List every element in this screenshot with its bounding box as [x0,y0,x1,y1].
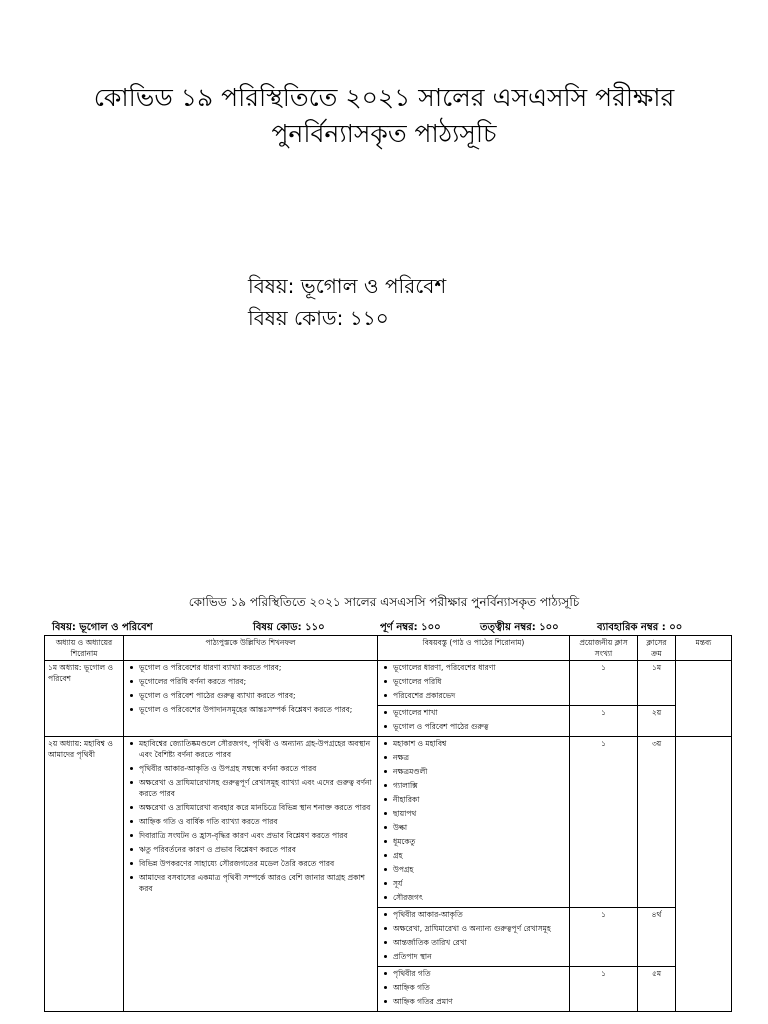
list-item: উপগ্রহ [393,864,566,875]
list-item: গ্যালাক্সি [393,780,566,791]
list-item: আহ্নিক গতির প্রমাণ [393,996,566,1007]
classes-cell: ১ [570,706,638,737]
list-item: সূর্য [393,878,566,889]
table-header-row [45,636,732,661]
list-item: উল্কা [393,822,566,833]
title-line-2: পুনর্বিন্যাসকৃত পাঠ্যসূচি [271,119,497,148]
order-cell: ৩য় [638,737,676,908]
classes-cell: ১ [570,737,638,908]
list-item: আহ্নিক গতি [393,982,566,993]
list-item: নক্ষত্রমণ্ডলী [393,766,566,777]
order-cell: ৫ম [638,967,676,1012]
classes-cell: ১ [570,908,638,967]
header-order: ক্লাসের ক্রম [638,636,676,661]
list-item: প্রতিপাদ স্থান [393,951,566,962]
classes-cell: ১ [570,661,638,706]
list-item: মহাবিশ্বের জ্যোতিষ্কমণ্ডলে সৌরজগৎ, পৃথিবী ও অন্যান্য গ্রহ-উপগ্রহের অবস্থান এবং বৈশিষ্ট্য বর্ণনা করতে পারব [139,738,374,760]
list-item: পরিবেশের প্রকারভেদ [393,690,566,701]
list-item: নক্ষত্র [393,752,566,763]
order-cell: ৪র্থ [638,908,676,967]
list-item: গ্রহ [393,850,566,861]
list-item: অক্ষরেখা ও দ্রাঘিমারেখা ব্যবহার করে মানচিত্রে বিভিন্ন স্থান শনাক্ত করতে পারব [139,802,374,813]
list-item: আন্তর্জাতিক তারিখ রেখা [393,937,566,948]
meta-full-marks: পূর্ণ নম্বর: ১০০ [380,622,441,633]
meta-practical-marks: ব্যাবহারিক নম্বর : ০০ [597,622,683,633]
list-item: ভূগোলের শাখা [393,707,566,718]
list-item: পৃথিবীর আকার-আকৃতি ও উপগ্রহ সম্বন্ধে বর্ণনা করতে পারব [139,763,374,774]
list-item: সৌরজগৎ [393,892,566,903]
content-cell [378,967,570,1012]
meta-subject: বিষয়: ভূগোল ও পরিবেশ [52,622,153,633]
list-item: ভূগোল ও পরিবেশ পাঠের গুরুত্ব [393,721,566,732]
table-row [45,737,732,908]
header-content: বিষয়বস্তু (পাঠ ও পাঠের শিরোনাম) [378,636,570,661]
list-item: ভূগোল ও পরিবেশের উপাদানসমূহের আন্তঃসম্পর্ক বিশ্লেষণ করতে পারব; [139,704,374,715]
syllabus-table [44,635,732,1012]
order-cell: ১ম [638,661,676,706]
table-title: কোভিড ১৯ পরিস্থিতিতে ২০২১ সালের এসএসসি পরীক্ষার পুনর্বিন্যাসকৃত পাঠ্যসূচি [188,595,580,609]
chapter-cell: ১ম অধ্যায়: ভূগোল ও পরিবেশ [45,661,124,737]
chapter-cell: ২য় অধ্যায়: মহাবিশ্ব ও আমাদের পৃথিবী [45,737,124,1012]
list-item: ছায়াপথ [393,808,566,819]
header-classes: প্রয়োজনীয় ক্লাস সংখ্যা [570,636,638,661]
list-item: আহ্নিক গতি ও বার্ষিক গতি ব্যাখ্যা করতে পারব [139,816,374,827]
meta-code: বিষয় কোড: ১১০ [253,622,325,633]
document-title [0,80,768,152]
list-item: অক্ষরেখা ও দ্রাঘিমারেখাসহ গুরুত্বপূর্ণ রেখাসমূহ ব্যাখ্যা এবং এদের গুরুত্ব বর্ণনা করতে পারব [139,777,374,799]
content-cell [378,737,570,908]
list-item: ভূগোল ও পরিবেশের ধারণা ব্যাখ্যা করতে পারব; [139,662,374,673]
list-item: ভূগোল ও পরিবেশ পাঠের গুরুত্ব ব্যাখ্যা করতে পারব; [139,690,374,701]
list-item: অক্ষরেখা, দ্রাঘিমারেখা ও অন্যান্য গুরুত্বপূর্ণ রেখাসমূহ [393,923,566,934]
subject-name: বিষয়: ভূগোল ও পরিবেশ [248,274,447,298]
subject-code: বিষয় কোড: ১১০ [248,306,389,330]
list-item: ভূগোলের পরিধি [393,676,566,687]
content-cell [378,706,570,737]
list-item: বিভিন্ন উপকরণের সাহায্যে সৌরজগতের মডেল তৈরি করতে পারব [139,858,374,869]
classes-cell: ১ [570,967,638,1012]
outcomes-cell [124,737,378,1012]
list-item: নীহারিকা [393,794,566,805]
list-item: পৃথিবীর গতি [393,968,566,979]
remarks-cell [676,737,732,1012]
list-item: ঋতু পরিবর্তনের কারণ ও প্রভাব বিশ্লেষণ করতে পারব [139,844,374,855]
list-item: ভূগোলের পরিধি বর্ণনা করতে পারব; [139,676,374,687]
outcomes-cell [124,661,378,737]
title-line-1: কোভিড ১৯ পরিস্থিতিতে ২০২১ সালের এসএসসি পরীক্ষার [93,83,675,112]
content-cell [378,661,570,706]
list-item: ভূগোলের ধারণা, পরিবেশের ধারণা [393,662,566,673]
list-item: আমাদের বসবাসের একমাত্র পৃথিবী সম্পর্কে আরও বেশি জানার আগ্রহ প্রকাশ করব [139,872,374,894]
header-outcomes: পাঠ্যপুস্তকে উল্লিখিত শিখনফল [124,636,378,661]
header-remarks: মন্তব্য [676,636,732,661]
header-chapter: অধ্যায় ও অধ্যায়ের শিরোনাম [45,636,124,661]
table-row [45,661,732,706]
content-cell [378,908,570,967]
list-item: ধূমকেতু [393,836,566,847]
subject-block [248,270,446,334]
remarks-cell [676,661,732,737]
list-item: দিবারাত্রি সংঘটন ও হ্রাস-বৃদ্ধির কারণ এবং প্রভাব বিশ্লেষণ করতে পারব [139,830,374,841]
order-cell: ২য় [638,706,676,737]
list-item: মহাকাশ ও মহাবিশ্ব [393,738,566,749]
meta-theory-marks: তত্ত্বীয় নম্বর: ১০০ [480,622,559,633]
list-item: পৃথিবীর আকার-আকৃতি [393,909,566,920]
